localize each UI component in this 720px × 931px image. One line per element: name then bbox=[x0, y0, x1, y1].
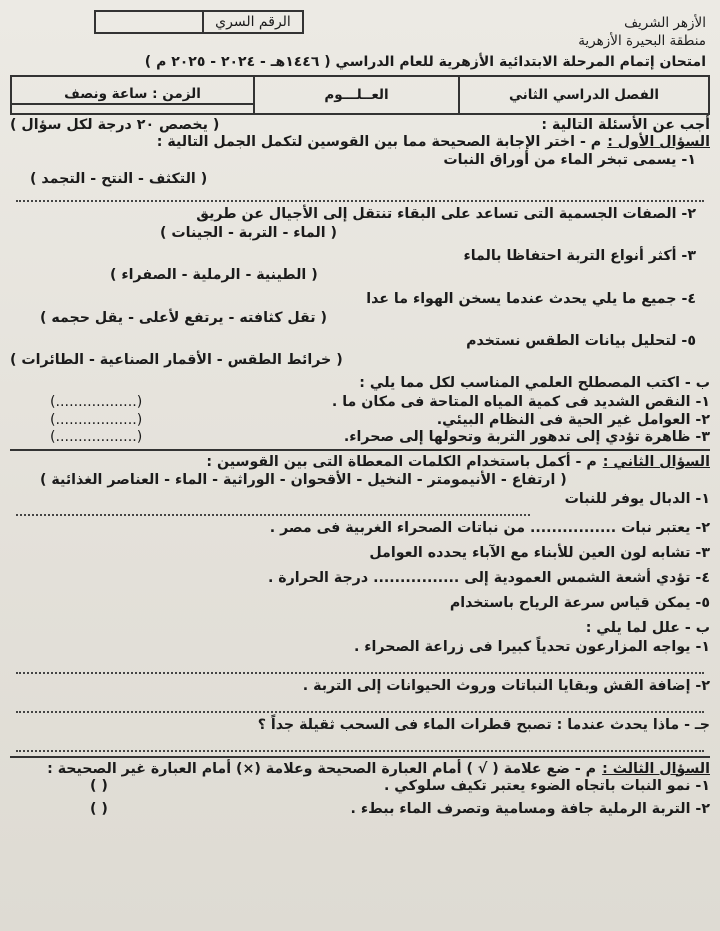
word-bank: ( ارتفاع - الأنيمومتر - النخيل - الأقحوان - الوراثية - الماء - العناصر الغذائية ) bbox=[40, 471, 567, 488]
q1-item-5 bbox=[10, 333, 710, 369]
azhar-label: الأزهر الشريف bbox=[624, 15, 706, 31]
answer-options[interactable]: ( الماء - التربة - الجينات ) bbox=[160, 225, 337, 242]
q1-item-3 bbox=[10, 248, 710, 284]
tf-box[interactable]: ( ) bbox=[90, 801, 108, 818]
time-label: الزمن : ساعة ونصف bbox=[12, 86, 253, 105]
question-text: ٥- لتحليل بيانات الطقس نستخدم bbox=[466, 332, 696, 349]
q2-heading bbox=[10, 454, 710, 471]
term-row bbox=[10, 412, 710, 429]
tf-row bbox=[10, 801, 710, 818]
term-text: ٢- العوامل غير الحية فى النظام البيئي. bbox=[436, 411, 710, 428]
marks-note: ( يخصص ٢٠ درجة لكل سؤال ) bbox=[10, 117, 220, 134]
exam-info-table bbox=[10, 75, 710, 115]
question-text: ١- يسمى تبخر الماء من أوراق النبات bbox=[443, 151, 696, 168]
q1-heading bbox=[10, 134, 710, 151]
q2-item-1: ١- الدبال يوفر للنبات bbox=[564, 490, 710, 507]
term-row bbox=[10, 394, 710, 411]
section-divider bbox=[10, 756, 710, 758]
term-cell: الفصل الدراسي الثاني bbox=[458, 77, 708, 113]
answer-line[interactable] bbox=[16, 699, 704, 713]
q1-item-4 bbox=[10, 291, 710, 327]
q1-item-1 bbox=[10, 152, 710, 188]
region-label: منطقة البحيرة الأزهرية bbox=[578, 33, 706, 50]
reason-2: ٢- إضافة القش وبقايا النباتات وروث الحيوانات إلى التربة . bbox=[302, 677, 710, 694]
reason-1: ١- يواجه المزارعون تحدياً كبيرا فى زراعة الصحراء . bbox=[353, 638, 710, 655]
answer-line[interactable] bbox=[16, 188, 704, 202]
q1-part-b: ب - اكتب المصطلح العلمي المناسب لكل مما يلي : bbox=[359, 375, 710, 392]
q3-title: السؤال الثالث : bbox=[602, 760, 710, 777]
q2-part-a: م - أكمل باستخدام الكلمات المعطاة التى بين القوسين : bbox=[206, 454, 597, 471]
q3-part-a: م - ضع علامة ( √ ) أمام العبارة الصحيحة وعلامة (×) أمام العبارة غير الصحيحة : bbox=[47, 760, 597, 777]
term-row bbox=[10, 429, 710, 446]
secret-number-box bbox=[94, 10, 304, 34]
tf-box[interactable]: ( ) bbox=[90, 777, 108, 794]
question-text: ٣- أكثر أنواع التربة احتفاظا بالماء bbox=[463, 248, 696, 265]
answer-line[interactable] bbox=[16, 660, 704, 674]
term-blank[interactable]: (..................) bbox=[50, 411, 143, 428]
answer-options[interactable]: ( تقل كثافته - يرتفع لأعلى - يقل حجمه ) bbox=[40, 309, 328, 326]
tf-statement: ١- نمو النبات باتجاه الضوء يعتبر تكيف سلوكي . bbox=[383, 777, 710, 794]
q2-item-4: ٤- تؤدي أشعة الشمس العمودية إلى ................ درجة الحرارة . bbox=[267, 569, 710, 586]
question-text: ٢- الصفات الجسمية التى تساعد على البقاء تنتقل إلى الأجيال عن طريق bbox=[196, 206, 696, 223]
q1-part-a: م - اختر الإجابة الصحيحة مما بين القوسين لتكمل الجمل التالية : bbox=[156, 134, 602, 151]
organization-block bbox=[578, 14, 706, 50]
section-divider bbox=[10, 449, 710, 451]
q1-title: السؤال الأول : bbox=[607, 134, 710, 151]
tf-statement: ٢- التربة الرملية جافة ومسامية وتصرف الماء ببطء . bbox=[350, 801, 710, 818]
answer-line[interactable] bbox=[16, 738, 704, 752]
question-text: ٤- جميع ما يلي يحدث عندما يسخن الهواء ما عدا bbox=[366, 290, 696, 307]
subject-cell: العــلـــوم bbox=[253, 77, 458, 113]
answer-instruction: أجب عن الأسئلة التالية : bbox=[541, 117, 710, 134]
answer-options[interactable]: ( التكثف - النتح - التجمد ) bbox=[30, 170, 208, 187]
secret-number-field[interactable] bbox=[96, 12, 202, 32]
term-blank[interactable]: (..................) bbox=[50, 394, 143, 411]
q2-part-b: ب - علل لما يلي : bbox=[585, 619, 710, 636]
tf-row bbox=[10, 778, 710, 795]
time-cell bbox=[12, 77, 253, 113]
term-text: ٣- ظاهرة تؤدي إلى تدهور التربة وتحولها إلى صحراء. bbox=[343, 428, 710, 445]
secret-number-label: الرقم السري bbox=[202, 12, 302, 32]
q2-title: السؤال الثاني : bbox=[602, 454, 710, 471]
q2-item-2: ٢- يعتبر نبات ................ من نباتات الصحراء الغربية فى مصر . bbox=[269, 519, 710, 536]
answer-options[interactable]: ( خرائط الطقس - الأقمار الصناعية - الطائرات ) bbox=[10, 351, 343, 368]
q1-item-2 bbox=[10, 206, 710, 242]
answer-options[interactable]: ( الطينية - الرملية - الصفراء ) bbox=[110, 267, 318, 284]
q2-item-3: ٣- تشابه لون العين للأبناء مع الآباء يحدده العوامل bbox=[369, 544, 710, 561]
q2-item-5: ٥- يمكن قياس سرعة الرياح باستخدام bbox=[449, 594, 710, 611]
exam-title: امتحان إتمام المرحلة الابتدائية الأزهرية للعام الدراسي ( ١٤٤٦هـ - ٢٠٢٤ - ٢٠٢٥ م ) bbox=[144, 54, 706, 70]
answer-line[interactable] bbox=[16, 502, 530, 516]
instructions-row bbox=[10, 117, 710, 134]
exam-header bbox=[10, 8, 710, 60]
q2-part-c: جـ - ماذا يحدث عندما : تصبح قطرات الماء فى السحب ثقيلة جداً ؟ bbox=[257, 716, 710, 733]
term-blank[interactable]: (..................) bbox=[50, 428, 143, 445]
term-text: ١- النقص الشديد فى كمية المياه المتاحة فى مكان ما . bbox=[331, 394, 710, 411]
q3-heading bbox=[10, 761, 710, 778]
